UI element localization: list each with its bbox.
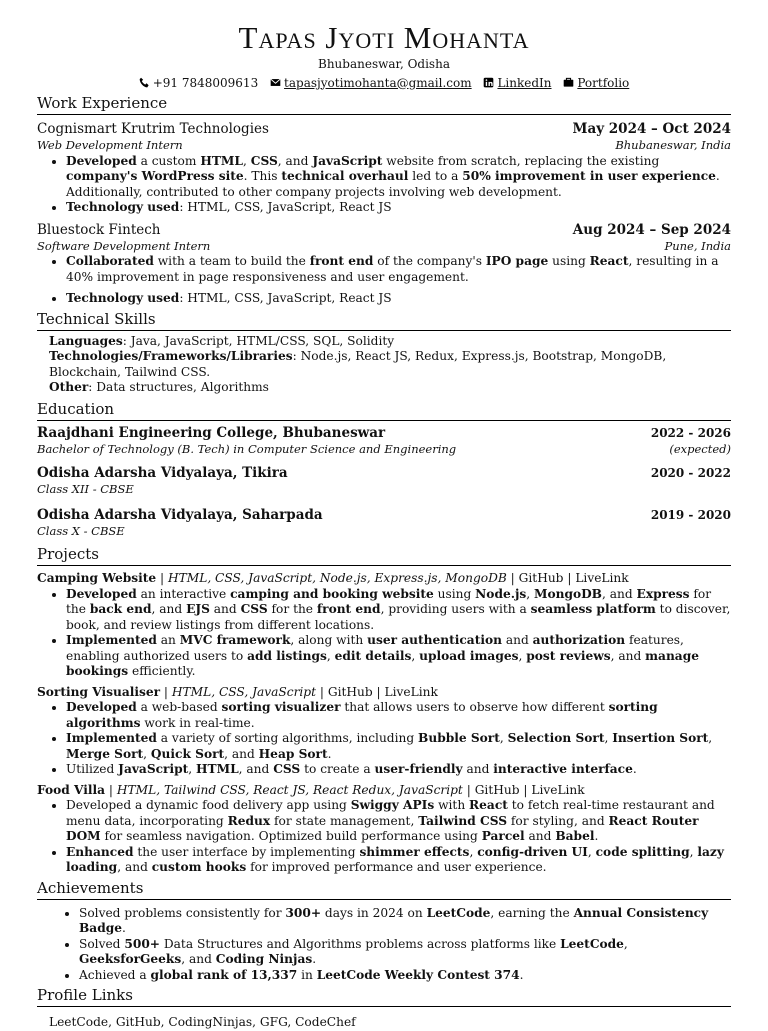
project-links[interactable]: GitHub | LiveLink	[327, 684, 438, 699]
list-item: • Utilized JavaScript, HTML, and CSS to create a user-friendly and interactive interface.	[66, 762, 731, 778]
school-name: Odisha Adarsha Vidyalaya, Tikira	[37, 465, 288, 481]
skill-values: : Data structures, Algorithms	[88, 380, 269, 394]
work-dates: Aug 2024 – Sep 2024	[572, 221, 731, 238]
list-item: • Technology used: HTML, CSS, JavaScript, React JS	[66, 200, 731, 216]
project-stack: HTML, CSS, JavaScript, Node.js, Express.js, MongoDB	[167, 571, 507, 585]
project-name: Camping Website	[37, 571, 157, 585]
skill-values: : Java, JavaScript, HTML/CSS, SQL, Solidity	[122, 333, 395, 348]
project-links[interactable]: GitHub | LiveLink	[518, 571, 629, 585]
email-link[interactable]: tapasjyotimohanta@gmail.com	[284, 75, 472, 90]
portfolio-item[interactable]	[563, 76, 629, 92]
list-item: • Achieved a global rank of 13,337 in LeetCode Weekly Contest 374.	[79, 968, 731, 984]
project-title: Food Villa | HTML, Tailwind CSS, React JS, React Redux, JavaScript | GitHub | LiveLink	[37, 782, 585, 797]
section-heading-skills: Technical Skills	[37, 310, 731, 331]
list-item: • Enhanced the user interface by implementing shimmer effects, config-driven UI, code splitting, lazy loading, and custom hooks for improved performance and user experience.	[66, 845, 731, 876]
list-item: • Developed a web-based sorting visualizer that allows users to observe how different sorting algorithms work in real-time.	[66, 700, 731, 731]
school-name: Raajdhani Engineering College, Bhubaneswar	[37, 424, 386, 441]
education-entry	[37, 507, 731, 540]
project-bullets	[37, 798, 731, 876]
candidate-location: Bhubaneswar, Odisha	[318, 57, 450, 71]
list-item: • Solved problems consistently for 300+ days in 2024 on LeetCode, earning the Annual Consistency Badge.	[79, 906, 731, 937]
skill-label: Other	[49, 380, 89, 394]
portfolio-link[interactable]: Portfolio	[577, 75, 630, 90]
list-item: • Collaborated with a team to build the front end of the company's IPO page using React, resulting in a 40% improvement in page responsiveness and user engagement.	[66, 254, 731, 285]
education-entry	[37, 465, 731, 498]
project-name: Food Villa	[37, 782, 106, 797]
section-heading-achievements: Achievements	[37, 879, 731, 900]
list-item: • Developed an interactive camping and booking website using Node.js, MongoDB, and Express for the back end, and EJS and CSS for the front end, providing users with a seamless platform to discover, book, and review listings from different locations.	[66, 587, 731, 634]
degree: Class X - CBSE	[37, 523, 125, 538]
company-name: Bluestock Fintech	[37, 221, 161, 238]
education-dates: 2020 - 2022	[650, 466, 731, 480]
skill-label: Languages	[49, 333, 123, 348]
section-heading-profile-links: Profile Links	[37, 986, 731, 1007]
work-bullets	[37, 254, 731, 307]
project-name: Sorting Visualiser	[37, 684, 161, 699]
project-stack: HTML, Tailwind CSS, React JS, React Redux, JavaScript	[116, 782, 463, 797]
skill-label: Technologies/Frameworks/Libraries	[49, 349, 293, 363]
contact-row	[37, 76, 731, 92]
work-dates: May 2024 – Oct 2024	[572, 121, 731, 137]
list-item: • Technology used: HTML, CSS, JavaScript, React JS	[66, 291, 731, 307]
skills-block	[37, 334, 731, 396]
project-bullets	[37, 700, 731, 778]
degree: Class XII - CBSE	[37, 482, 134, 496]
phone-number: +91 7848009613	[152, 75, 259, 90]
project-title: Camping Website | HTML, CSS, JavaScript, Node.js, Express.js, MongoDB | GitHub | LiveLink	[37, 571, 629, 585]
section-heading-projects: Projects	[37, 545, 731, 566]
list-item: • Developed a custom HTML, CSS, and JavaScript website from scratch, replacing the existing company's WordPress site. This technical overhaul led to a 50% improvement in user experience. Additionally, contributed to other company projects involving web development.	[66, 154, 731, 201]
linkedin-item[interactable]	[483, 76, 551, 92]
job-role: Software Development Intern	[37, 238, 211, 253]
list-item: • Developed a dynamic food delivery app using Swiggy APIs with React to fetch real-time restaurant and menu data, incorporating Redux for state management, Tailwind CSS for styling, and React Router DOM for seamless navigation. Optimized build performance using Parcel and Babel.	[66, 798, 731, 845]
linkedin-icon	[483, 77, 494, 88]
project-stack: HTML, CSS, JavaScript	[171, 684, 316, 699]
degree: Bachelor of Technology (B. Tech) in Computer Science and Engineering	[37, 441, 457, 456]
phone-icon	[139, 77, 150, 88]
briefcase-icon	[563, 77, 574, 88]
list-item: • Solved 500+ Data Structures and Algorithms problems across platforms like LeetCode, GeeksforGeeks, and Coding Ninjas.	[79, 937, 731, 968]
phone-item[interactable]	[139, 76, 259, 92]
education-note: (expected)	[669, 441, 731, 456]
company-name: Cognismart Krutrim Technologies	[37, 121, 269, 137]
work-entry	[37, 222, 731, 307]
work-entry	[37, 121, 731, 216]
profile-links[interactable]: LeetCode, GitHub, CodingNinjas, GFG, CodeChef	[49, 1015, 356, 1029]
email-item[interactable]	[270, 76, 472, 92]
achievement-list	[37, 906, 731, 984]
skill-values: : Node.js, React JS, Redux, Express.js, Bootstrap, MongoDB, Blockchain, Tailwind CSS.	[49, 349, 667, 379]
education-entry	[37, 425, 731, 458]
list-item: • Implemented an MVC framework, along with user authentication and authorization features, enabling authorized users to add listings, edit details, upload images, post reviews, and manage bookings efficiently.	[66, 633, 731, 680]
list-item: • Implemented a variety of sorting algorithms, including Bubble Sort, Selection Sort, Insertion Sort, Merge Sort, Quick Sort, and Heap Sort.	[66, 731, 731, 762]
school-name: Odisha Adarsha Vidyalaya, Saharpada	[37, 506, 323, 523]
education-dates: 2019 - 2020	[650, 507, 731, 522]
envelope-icon	[270, 77, 281, 88]
section-heading-education: Education	[37, 400, 731, 421]
job-location: Pune, India	[664, 238, 731, 253]
education-dates: 2022 - 2026	[650, 425, 731, 440]
candidate-name: Tapas Jyoti Mohanta	[238, 20, 530, 55]
project-bullets	[37, 587, 731, 680]
job-location: Bhubaneswar, India	[615, 138, 731, 152]
job-role: Web Development Intern	[37, 138, 183, 152]
section-heading-work: Work Experience	[37, 94, 731, 115]
project-links[interactable]: GitHub | LiveLink	[474, 782, 585, 797]
linkedin-link[interactable]: LinkedIn	[497, 75, 552, 90]
work-bullets	[37, 154, 731, 216]
project-title: Sorting Visualiser | HTML, CSS, JavaScript | GitHub | LiveLink	[37, 684, 438, 699]
